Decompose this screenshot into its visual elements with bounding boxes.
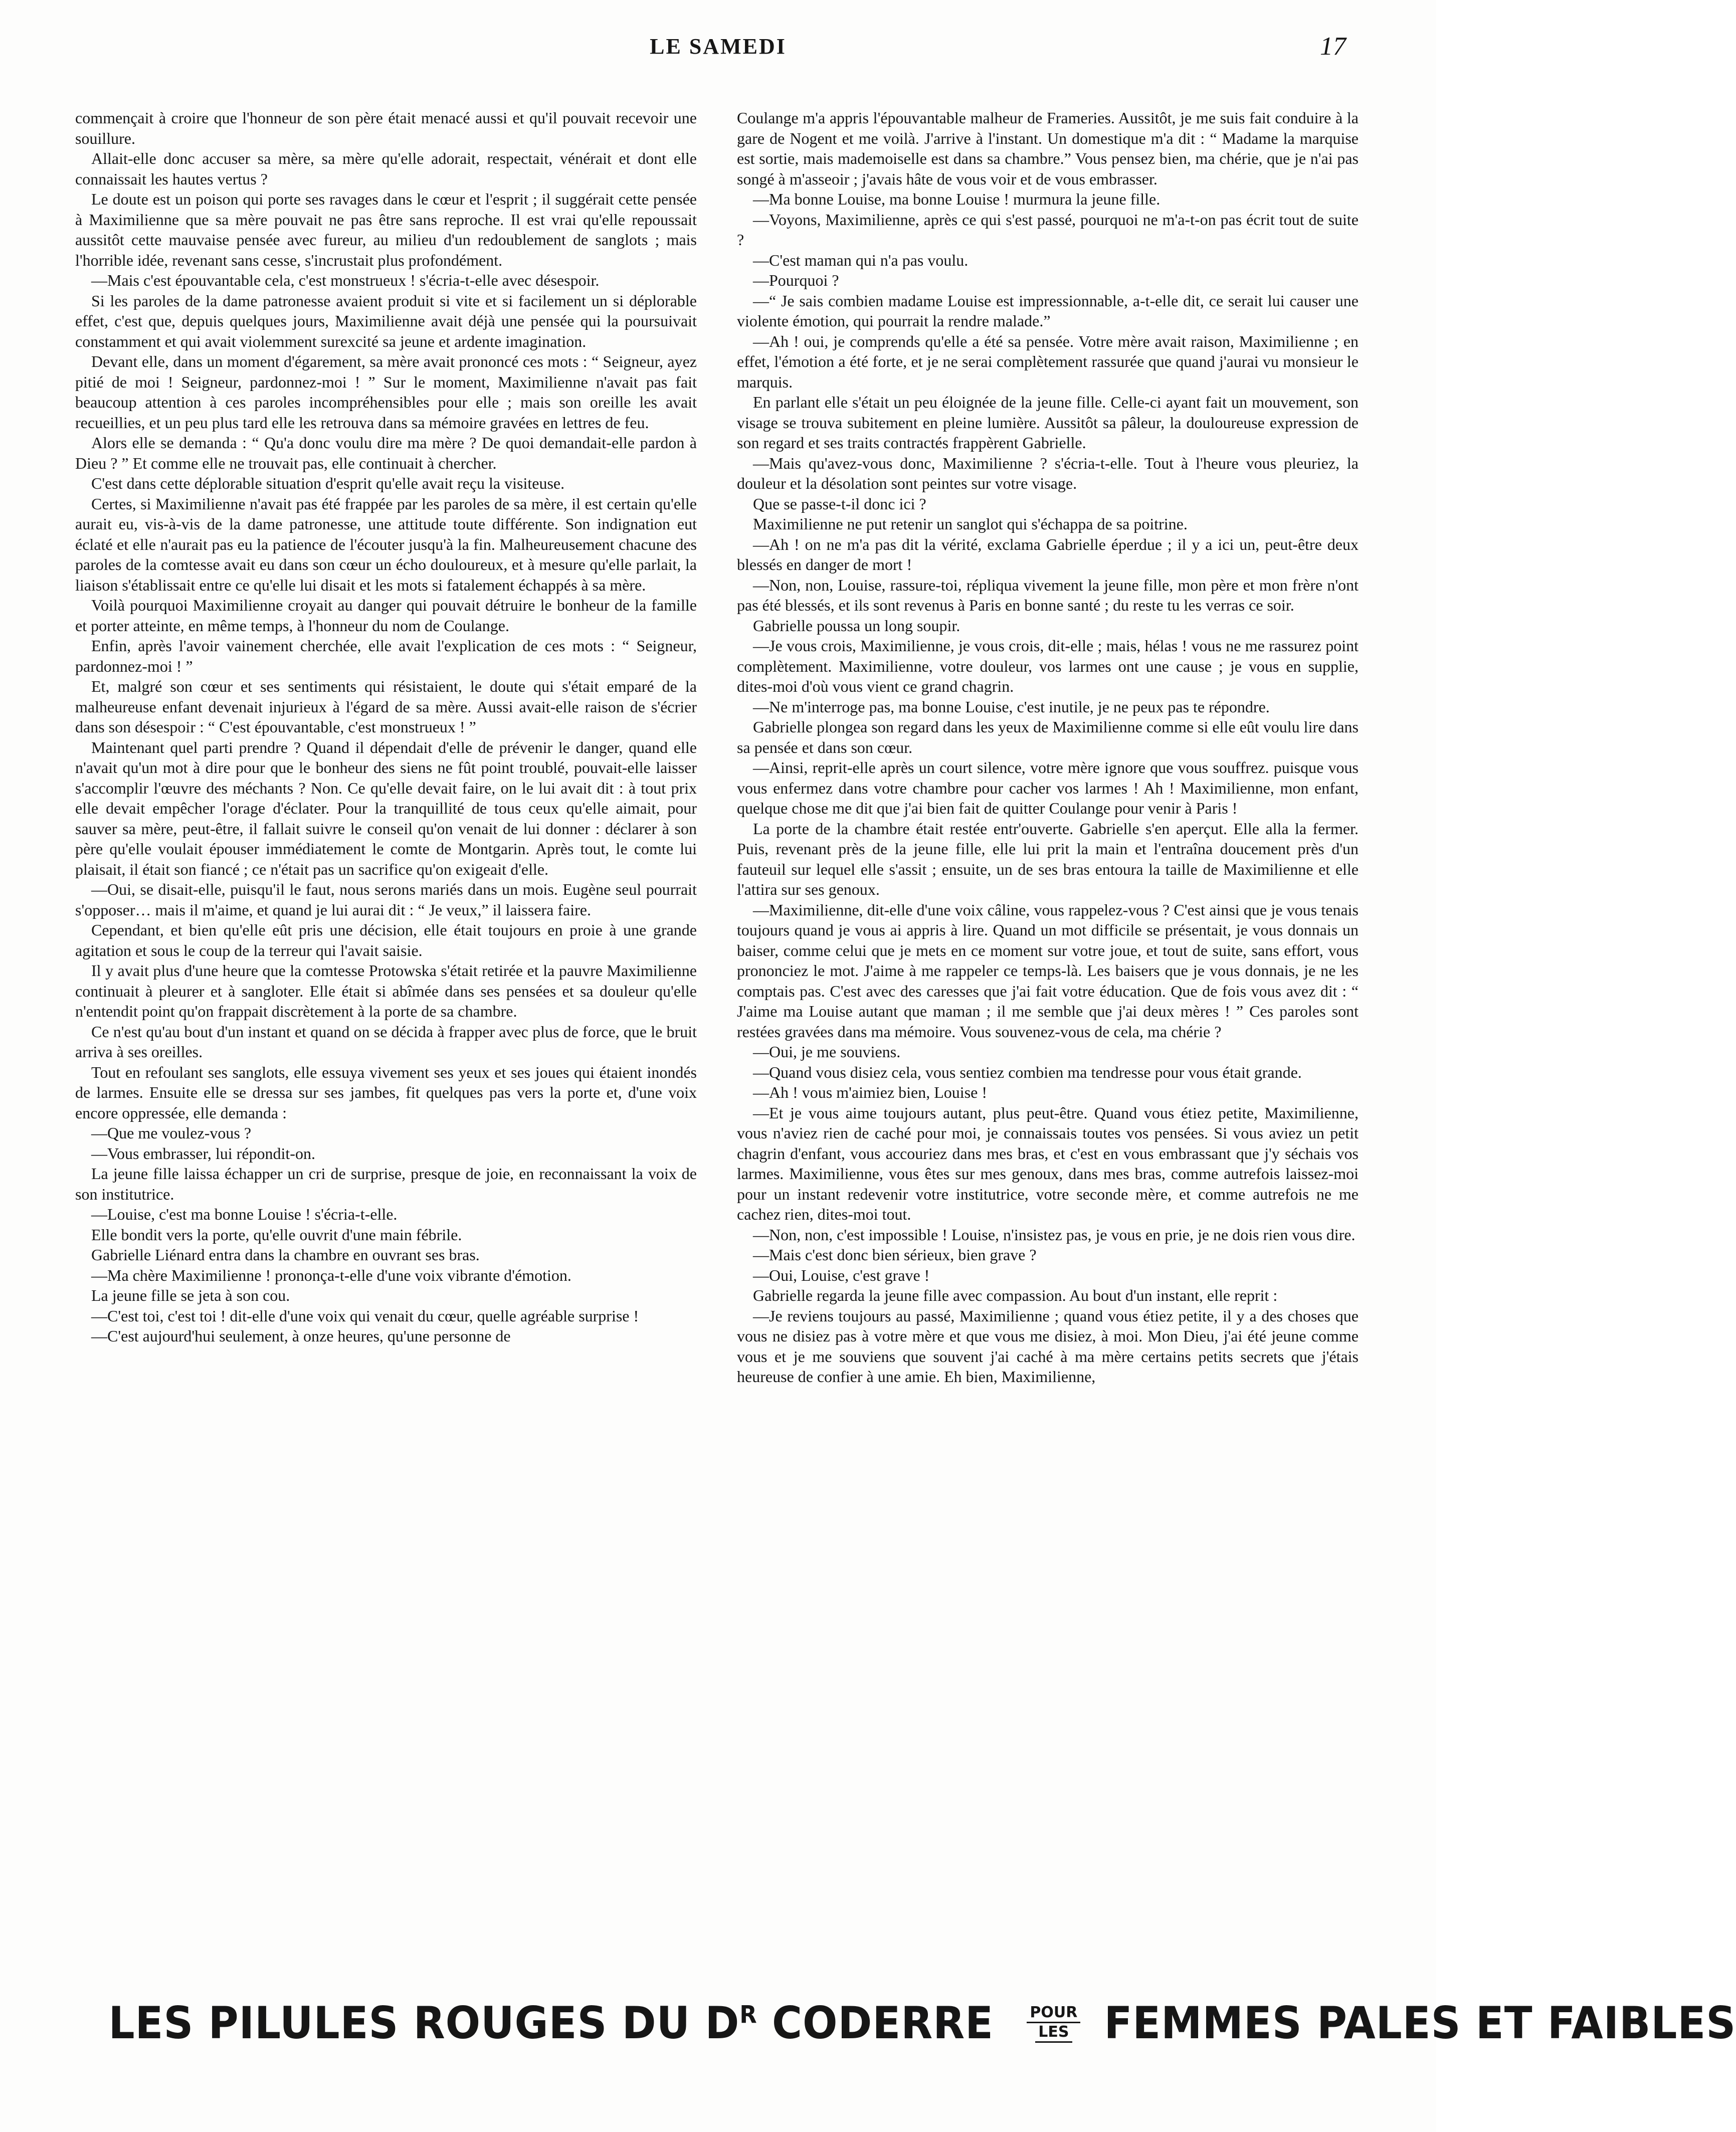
advert-product-sup: R [739, 2001, 757, 2029]
text-columns [75, 108, 1359, 1958]
advert-product-name [108, 1997, 994, 2049]
paragraph: —Maximilienne, dit-elle d'une voix câline, vous rappelez-vous ? C'est ainsi que je vous tenais toujours quand je vous ai appris à lire. Quand un mot difficile se présentait, je vous donnais un baiser, comme celui que je mets en ce moment sur votre joue, et tout de suite, sans effort, vous prononciez le mot. J'aime à me rappeler ce temps-là. Les baisers que je vous donnais, je ne les comptais pas. C'est avec des caresses que j'ai fait votre éducation. Que de fois vous avez dit : “ J'aime ma Louise autant que maman ; il me semble que j'ai deux mères ! ” Ces paroles sont restées gravées dans ma mémoire. Vous souvenez-vous de cela, ma chérie ? [737, 900, 1359, 1041]
paragraph: Elle bondit vers la porte, qu'elle ouvrit d'une main fébrile. [91, 1225, 462, 1244]
advert-product-tail: CODERRE [757, 1997, 994, 2049]
paragraph: —Ma bonne Louise, ma bonne Louise ! murmura la jeune fille. [753, 190, 1161, 208]
paragraph: —Mais c'est donc bien sérieux, bien grave ? [753, 1246, 1037, 1264]
paragraph: —Ah ! oui, je comprends qu'elle a été sa pensée. Votre mère avait raison, Maximilienne ; en effet, l'émotion a été forte, et je ne serai complètement rassurée que quand j'aurai vu monsieur le marquis. [737, 332, 1359, 391]
paragraph: Gabrielle plongea son regard dans les yeux de Maximilienne comme si elle eût voulu lire dans sa pensée et dans son cœur. [737, 718, 1359, 756]
paragraph: commençait à croire que l'honneur de son père était menacé aussi et qu'il pouvait recevoir une souillure. [75, 109, 697, 147]
paragraph: —Quand vous disiez cela, vous sentiez combien ma tendresse pour vous était grande. [753, 1063, 1302, 1081]
paragraph: —Ne m'interroge pas, ma bonne Louise, c'est inutile, je ne peux pas te répondre. [753, 697, 1270, 716]
paragraph: —“ Je sais combien madame Louise est impressionnable, a-t-elle dit, ce serait lui causer une violente émotion, qui pourrait la rendre malade.” [737, 291, 1359, 330]
paragraph: Enfin, après l'avoir vainement cherchée, elle avait l'explication de ces mots : “ Seigneur, pardonnez-moi ! ” [75, 637, 697, 675]
paragraph: —Mais c'est épouvantable cela, c'est monstrueux ! s'écria-t-elle avec désespoir. [91, 271, 600, 289]
paragraph: Gabrielle regarda la jeune fille avec compassion. Au bout d'un instant, elle reprit : [753, 1286, 1278, 1304]
paragraph: Voilà pourquoi Maximilienne croyait au danger qui pouvait détruire le bonheur de la famille et porter atteinte, en même temps, à l'honneur du nom de Coulange. [75, 596, 697, 635]
paragraph: Certes, si Maximilienne n'avait pas été frappée par les paroles de sa mère, il est certain qu'elle aurait eu, vis-à-vis de la dame patronesse, une attitude toute différente. Son indignation eut éclaté et elle n'aurait pas eu la patience de l'écouter jusqu'à la fin. Malheureusement chacune des paroles de la comtesse avait eu dans son cœur un écho douloureux, et à mesure qu'elle parlait, la liaison s'établissait entre ce qu'elle lui disait et les mots si fatalement échappés à sa mère. [75, 494, 697, 594]
paragraph: —Ma chère Maximilienne ! prononça-t-elle d'une voix vibrante d'émotion. [91, 1266, 571, 1284]
running-head [75, 28, 1361, 75]
paragraph: Maximilienne ne put retenir un sanglot qui s'échappa de sa poitrine. [753, 515, 1188, 533]
paragraph: Que se passe-t-il donc ici ? [753, 494, 926, 513]
paragraph: —Oui, Louise, c'est grave ! [753, 1266, 930, 1284]
paragraph: Alors elle se demanda : “ Qu'a donc voulu dire ma mère ? De quoi demandait-elle pardon à Dieu ? ” Et comme elle ne trouvait pas, elle continuait à chercher. [75, 434, 697, 472]
paragraph: Si les paroles de la dame patronesse avaient produit si vite et si facilement un si déplorable effet, c'est que, depuis quelques jours, Maximilienne avait déjà une pensée qui la poursuivait constamment et qui avait violemment surexcité sa jeune et ardente imagination. [75, 291, 697, 350]
paragraph: —Louise, c'est ma bonne Louise ! s'écria-t-elle. [91, 1205, 398, 1223]
paragraph: —Que me voulez-vous ? [91, 1124, 252, 1142]
paragraph: —C'est aujourd'hui seulement, à onze heures, qu'une personne de [91, 1327, 511, 1345]
paragraph: En parlant elle s'était un peu éloignée de la jeune fille. Celle-ci ayant fait un mouvement, son visage se trouva subitement en pleine lumière. Aussitôt sa pâleur, la douloureuse expression de son regard et ses traits contractés frappèrent Gabrielle. [737, 393, 1359, 452]
left-column [75, 108, 697, 1958]
paragraph: —Oui, je me souviens. [753, 1043, 901, 1061]
advert-connector-bottom: LES [1035, 2023, 1072, 2043]
advert-audience: FEMMES PALES ET FAIBLES [1104, 1997, 1736, 2049]
paragraph: Cependant, et bien qu'elle eût pris une décision, elle était toujours en proie à une grande agitation et sous le coup de la terreur qui l'avait saisie. [75, 921, 697, 959]
paragraph: Coulange m'a appris l'épouvantable malheur de Frameries. Aussitôt, je me suis fait conduire à la gare de Nogent et me voilà. J'arrive à l'instant. Un domestique m'a dit : “ Madame la marquise est sortie, mais mademoiselle est dans sa chambre.” Vous pensez bien, ma chérie, que je n'ai pas songé à m'asseoir ; j'avais hâte de vous voir et de vous embrasser. [737, 109, 1359, 188]
advertisement-banner [75, 1984, 1736, 2062]
paragraph: La jeune fille laissa échapper un cri de surprise, presque de joie, en reconnaissant la voix de son institutrice. [75, 1165, 697, 1203]
paragraph: Il y avait plus d'une heure que la comtesse Protowska s'était retirée et la pauvre Maximilienne continuait à pleurer et à sangloter. Elle était si abîmée dans ses pensées et sa douleur qu'elle n'entendit point qu'on frappait discrètement à la porte de sa chambre. [75, 961, 697, 1020]
right-column [737, 108, 1359, 1958]
journal-title: LE SAMEDI [650, 34, 787, 59]
paragraph: Allait-elle donc accuser sa mère, sa mère qu'elle adorait, respectait, vénérait et dont elle connaissait les hautes vertus ? [75, 149, 697, 188]
paragraph: —C'est maman qui n'a pas voulu. [753, 251, 969, 269]
paragraph: —Je reviens toujours au passé, Maximilienne ; quand vous étiez petite, il y a des choses que vous ne disiez pas à votre mère et que vous me disiez, à moi. Mon Dieu, j'ai été jeune comme vous et je me souviens que souvent j'ai caché à ma mère certains petits secrets que j'étais heureuse de confier à une amie. Eh bien, Maximilienne, [737, 1306, 1359, 1386]
paragraph: Devant elle, dans un moment d'égarement, sa mère avait prononcé ces mots : “ Seigneur, ayez pitié de moi ! Seigneur, pardonnez-moi ! ” Sur le moment, Maximilienne n'avait pas fait beaucoup attention à ces paroles incompréhensibles pour elle ; mais son oreille les avait recueillies, et un peu plus tard elle les retrouva dans sa mémoire gravées en lettres de feu. [75, 352, 697, 432]
paragraph: —Ainsi, reprit-elle après un court silence, votre mère ignore que vous souffrez. puisque vous vous enfermez dans votre chambre pour cacher vos larmes ! Ah ! Maximilienne, mon enfant, quelque chose me dit que j'ai bien fait de quitter Coulange pour venir à Paris ! [737, 758, 1359, 817]
paragraph: —Vous embrasser, lui répondit-on. [91, 1144, 315, 1162]
paragraph: —Pourquoi ? [753, 271, 839, 289]
paragraph: C'est dans cette déplorable situation d'esprit qu'elle avait reçu la visiteuse. [91, 474, 565, 492]
paragraph: Tout en refoulant ses sanglots, elle essuya vivement ses yeux et ses joues qui étaient inondés de larmes. Ensuite elle se dressa sur ses jambes, fit quelques pas vers la porte et, d'une voix encore oppressée, elle demanda : [75, 1063, 697, 1122]
page-number: 17 [1320, 32, 1346, 61]
paragraph: —Voyons, Maximilienne, après ce qui s'est passé, pourquoi ne m'a-t-on pas écrit tout de suite ? [737, 210, 1359, 249]
paragraph: —Et je vous aime toujours autant, plus peut-être. Quand vous étiez petite, Maximilienne, vous n'aviez rien de caché pour moi, je connaissais toutes vos pensées. Si vous aviez un petit chagrin d'enfant, vous accouriez dans mes bras, et c'est en vous embrassant que j'y séchais vos larmes. Maximilienne, vous êtes sur mes genoux, dans mes bras, comme autrefois laissez-moi pour un instant redevenir votre institutrice, votre seconde mère, et comme autrefois ne me cachez rien, dites-moi tout. [737, 1103, 1359, 1223]
paragraph: Gabrielle poussa un long soupir. [753, 616, 960, 635]
advert-product-text: LES PILULES ROUGES DU D [108, 1997, 740, 2049]
paragraph: La jeune fille se jeta à son cou. [91, 1286, 290, 1304]
advert-connector-top: POUR [1027, 2004, 1080, 2023]
paragraph: —C'est toi, c'est toi ! dit-elle d'une voix qui venait du cœur, quelle agréable surprise ! [91, 1306, 639, 1325]
paragraph: —Oui, se disait-elle, puisqu'il le faut, nous serons mariés dans un mois. Eugène seul pourrait s'opposer… mais il m'aime, et quand je lui aurai dit : “ Je veux,” il laissera faire. [75, 880, 697, 919]
paragraph: —Je vous crois, Maximilienne, je vous crois, dit-elle ; mais, hélas ! vous ne me rassurez point complètement. Maximilienne, votre douleur, vos larmes ont une cause ; je vous en supplie, dites-moi d'où vous vient ce grand chagrin. [737, 637, 1359, 695]
paragraph: Gabrielle Liénard entra dans la chambre en ouvrant ses bras. [91, 1246, 480, 1264]
paragraph: Ce n'est qu'au bout d'un instant et quand on se décida à frapper avec plus de force, que le bruit arriva à ses oreilles. [75, 1022, 697, 1061]
paragraph: Maintenant quel parti prendre ? Quand il dépendait d'elle de prévenir le danger, quand elle n'avait qu'un mot à dire pour que le bonheur des siens ne fût point troublé, pouvait-elle laisser s'accomplir l'œuvre des méchants ? Non. Ce qu'elle devait faire, on le lui avait dit : à tout prix elle devait empêcher l'orage d'éclater. Pour la tranquillité de tous ceux qu'elle aimait, pour sauver sa mère, peut-être, il fallait suivre le conseil qu'on venait de lui donner : déclarer à son père qu'elle voulait épouser immédiatement le comte de Montgarin. Après tout, le comte lui plaisait, il était son fiancé ; ce n'était pas un sacrifice qu'on exigeait d'elle. [75, 738, 697, 878]
paragraph: Et, malgré son cœur et ses sentiments qui résistaient, le doute qui s'était emparé de la malheureuse enfant devenait injurieux à l'égard de sa mère. Aussi avait-elle raison de s'écrier dans son désespoir : “ C'est épouvantable, c'est monstrueux ! ” [75, 677, 697, 736]
paragraph: —Mais qu'avez-vous donc, Maximilienne ? s'écria-t-elle. Tout à l'heure vous pleuriez, la douleur et la désolation sont peintes sur votre visage. [737, 454, 1359, 492]
paragraph: La porte de la chambre était restée entr'ouverte. Gabrielle s'en aperçut. Elle alla la fermer. Puis, revenant près de la jeune fille, elle lui prit la main et l'entraîna doucement près d'un fauteuil sur lequel elle s'assit ; ensuite, un de ses bras entoura la taille de Maximilienne et elle l'attira sur ses genoux. [737, 819, 1359, 898]
paragraph: Le doute est un poison qui porte ses ravages dans le cœur et l'esprit ; il suggérait cette pensée à Maximilienne que sa mère pouvait ne pas être sans reproche. Il est vrai qu'elle repoussait aussitôt cette mauvaise pensée avec fureur, au milieu d'un redoublement de sanglots ; mais l'horrible idée, revenant sans cesse, s'incrustait plus profondément. [75, 190, 697, 269]
paragraph: —Non, non, c'est impossible ! Louise, n'insistez pas, je vous en prie, je ne dois rien vous dire. [753, 1225, 1356, 1244]
paragraph: —Non, non, Louise, rassure-toi, répliqua vivement la jeune fille, mon père et mon frère n'ont pas été blessés, et ils sont revenus à Paris en bonne santé ; du reste tu les verras ce soir. [737, 575, 1359, 614]
paragraph: —Ah ! on ne m'a pas dit la vérité, exclama Gabrielle éperdue ; il y a ici un, peut-être deux blessés en danger de mort ! [737, 535, 1359, 573]
advert-connector [1027, 2004, 1080, 2043]
paragraph: —Ah ! vous m'aimiez bien, Louise ! [753, 1083, 987, 1101]
